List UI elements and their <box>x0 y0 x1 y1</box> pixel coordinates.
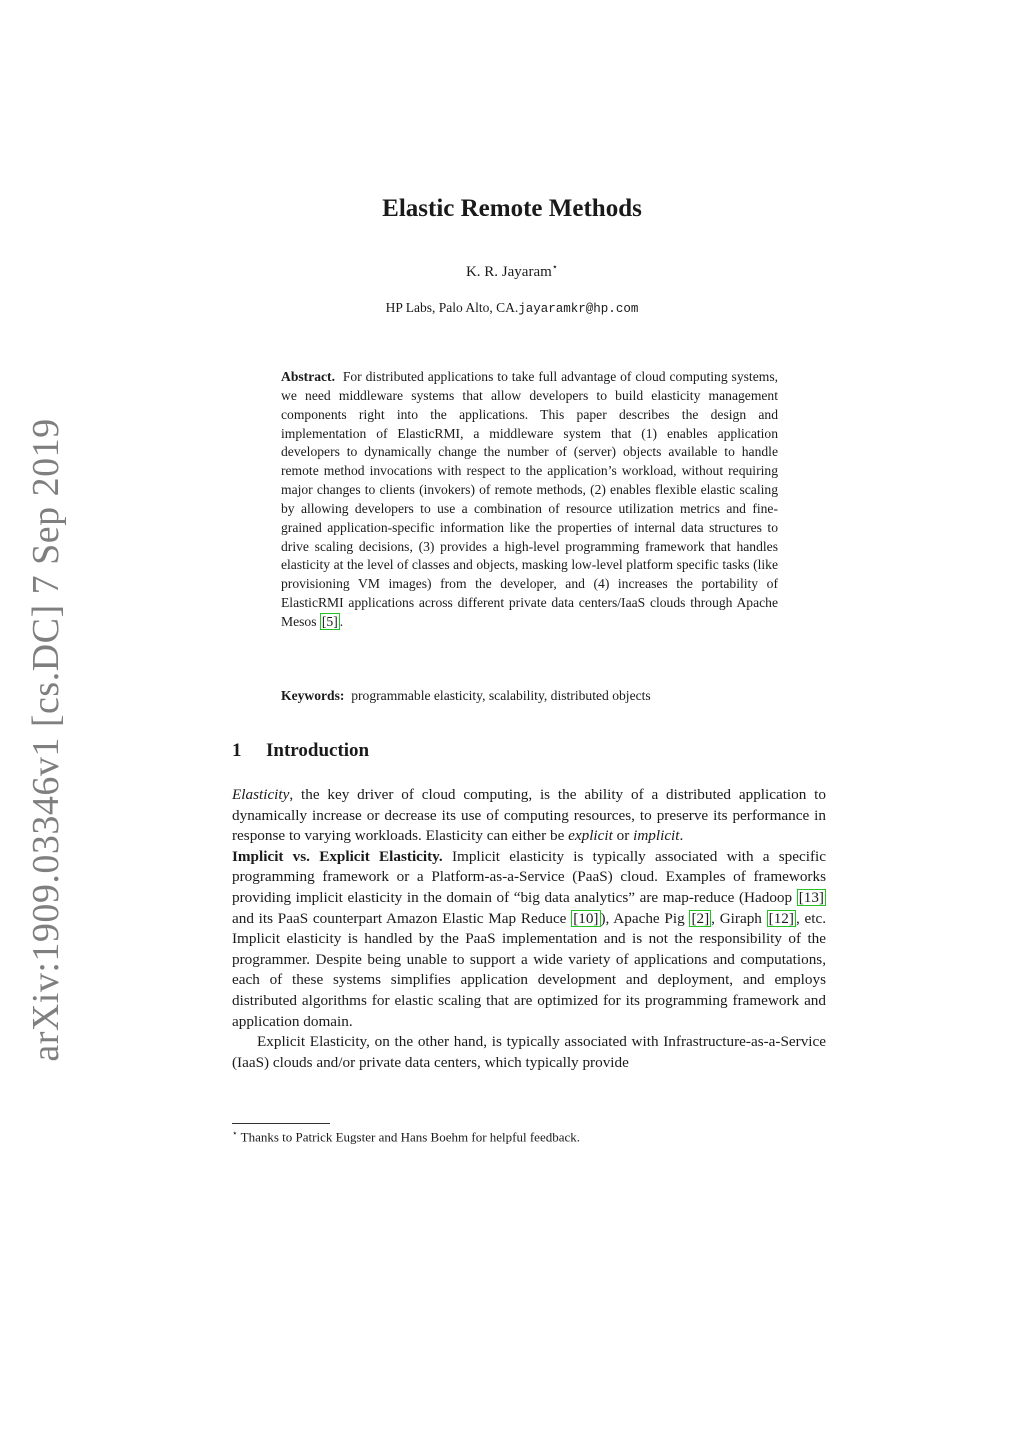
abstract-text: For distributed applications to take full advantage of cloud computing systems, we need middleware systems that allow developers to build elasticity management components right into the applications. This paper describes the design and implementation of ElasticRMI, a middleware system that (1) enables application developers to dynamically change the number of (server) objects available to handle remote method invocations with respect to the application’s workload, without requiring major changes to clients (invokers) of remote methods, (2) enables flexible elastic scaling by allowing developers to use a combination of resource utilization metrics and fine-grained application-specific information like the properties of internal data structures to drive scaling decisions, (3) provides a high-level programming framework that handles elasticity at the level of classes and objects, masking low-level platform specific tasks (like provisioning VM images) from the developer, and (4) increases the portability of ElasticRMI applications across different private data centers/IaaS clouds through Apache Mesos <box>281 369 779 629</box>
paragraph-text: or <box>612 827 634 845</box>
introduction-body <box>232 785 826 1073</box>
footnote-text: Thanks to Patrick Eugster and Hans Boehm for helpful feedback. <box>240 1129 581 1145</box>
paragraph-text: . <box>679 827 684 845</box>
paragraph-text: , Giraph <box>711 909 767 927</box>
intro-paragraph-1 <box>232 785 826 847</box>
footnote-rule <box>232 1123 330 1124</box>
citation-link[interactable]: [12] <box>768 909 794 927</box>
intro-paragraph-3: Explicit Elasticity, on the other hand, is typically associated with Infrastructure-as-a-Service (IaaS) clouds and/or private data centers, which typically provide <box>232 1033 826 1071</box>
author-email[interactable]: jayaramkr@hp.com <box>518 302 639 316</box>
emphasis-implicit: implicit <box>633 827 680 845</box>
citation-link[interactable]: [5] <box>321 613 338 629</box>
paragraph-text: , etc. Implicit elasticity is handled by the PaaS implementation and is not the responsibility of the programmer. Despite being unable to support a wide variety of applications and computations, each of these systems simplifies application development and deployment, and employs distributed algorithms for elastic scaling that are optimized for its programming framework and application domain. <box>232 909 827 1030</box>
section-heading <box>232 740 369 762</box>
keywords-text: programmable elasticity, scalability, distributed objects <box>351 688 651 703</box>
arxiv-identifier-stamp: arXiv:1909.03346v1 [cs.DC] 7 Sep 2019 <box>25 418 67 1062</box>
paragraph-heading: Implicit vs. Explicit Elasticity. <box>232 847 443 865</box>
citation-link[interactable]: [2] <box>691 909 710 927</box>
keywords-label: Keywords: <box>281 688 345 703</box>
author-name: K. R. Jayaram <box>465 264 552 280</box>
abstract <box>281 368 778 632</box>
emphasis-explicit: explicit <box>568 827 613 845</box>
paper-title: Elastic Remote Methods <box>382 195 642 222</box>
citation-link[interactable]: [10] <box>573 909 599 927</box>
citation-link[interactable]: [13] <box>798 888 824 906</box>
paragraph-text: ), Apache Pig <box>600 909 690 927</box>
section-title: Introduction <box>266 740 370 761</box>
paragraph-text: and its PaaS counterpart Amazon Elastic Map Reduce <box>232 909 572 927</box>
author-footnote-mark: ⋆ <box>551 262 559 273</box>
author-line <box>0 262 1024 281</box>
keywords <box>281 688 778 704</box>
affiliation-line <box>0 300 1024 316</box>
paragraph-text: Implicit elasticity is typically associated with a specific programming framework or a Platform-as-a-Service (PaaS) cloud. Examples of frameworks providing implicit elasticity in the domain of “big data analytics” are map-reduce (Hadoop <box>232 847 826 906</box>
footnote <box>232 1128 826 1145</box>
affiliation-text: HP Labs, Palo Alto, CA. <box>385 300 519 315</box>
paragraph-text: , the key driver of cloud computing, is the ability of a distributed application to dynamically increase or decrease its use of computing resources, to preserve its performance in response to varying workloads. Elasticity can either be <box>232 786 826 845</box>
emphasis-elasticity: Elasticity <box>232 786 290 803</box>
section-number: 1 <box>232 740 242 761</box>
abstract-label: Abstract. <box>281 369 335 384</box>
footnote-mark: ⋆ <box>232 1128 238 1138</box>
intro-paragraph-2 <box>232 847 826 1032</box>
abstract-end: . <box>339 613 344 629</box>
